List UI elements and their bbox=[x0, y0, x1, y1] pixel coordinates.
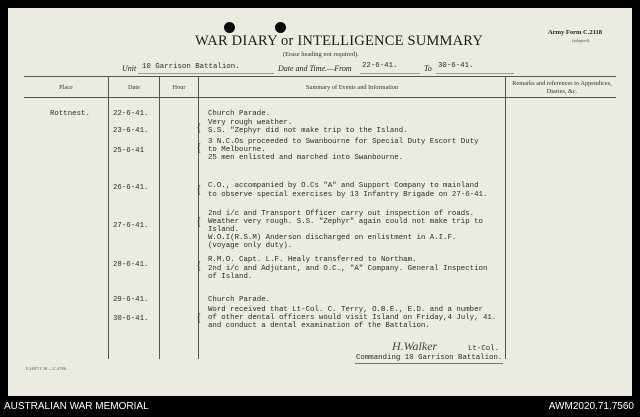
col-divider-place bbox=[108, 76, 109, 359]
signature-line bbox=[355, 363, 503, 364]
date-from: 22-6-41. bbox=[362, 62, 398, 70]
header-summary: Summary of Events and Information bbox=[305, 84, 399, 91]
entry-date: 28-6-41. bbox=[113, 261, 149, 269]
brace-mark: { bbox=[196, 214, 202, 228]
brace-mark: { bbox=[196, 310, 202, 324]
entry-date: 30-6-41. bbox=[113, 315, 149, 323]
unit-label: Unit bbox=[122, 64, 137, 73]
date-from-underline bbox=[360, 73, 420, 74]
entry-line: Church Parade. bbox=[208, 296, 271, 304]
page-title: WAR DIARY or INTELLIGENCE SUMMARY bbox=[195, 33, 483, 49]
col-divider-date bbox=[159, 76, 160, 359]
header-place: Place bbox=[59, 84, 73, 91]
brace-mark: { bbox=[196, 258, 202, 272]
entry-line: 25 men enlisted and marched into Swanbourne. bbox=[208, 154, 404, 162]
page-subtitle: (Erase heading not required). bbox=[283, 51, 359, 58]
punch-hole-left bbox=[224, 22, 235, 33]
entry-line: Word received that Lt-Col. C. Terry, O.B.E., E.D. and a number bbox=[208, 306, 483, 314]
table-header-rule bbox=[24, 97, 616, 98]
to-label: To bbox=[424, 64, 432, 73]
entry-date: 22-6-41. bbox=[113, 110, 149, 118]
header-hour: Hour bbox=[172, 84, 186, 91]
entry-line: Island. bbox=[208, 226, 240, 234]
entry-line: S.S. "Zephyr did not make trip to the Island. bbox=[208, 127, 408, 135]
entry-line: of other dental officers would visit Island on Friday,4 July, 41. bbox=[208, 314, 497, 322]
entry-date: 25-6-41 bbox=[113, 147, 145, 155]
date-to-underline bbox=[436, 73, 514, 74]
entry-date: 23-6-41. bbox=[113, 127, 149, 135]
entry-date: 27-6-41. bbox=[113, 222, 149, 230]
form-number: Army Form C.2118 bbox=[548, 29, 602, 36]
date-label: Date and Time.—From bbox=[278, 64, 352, 73]
form-note: (adopted). bbox=[572, 38, 591, 43]
entry-line: C.O., accompanied by O.Cs "A" and Support Company to mainland bbox=[208, 182, 479, 190]
signature-title: Commanding 10 Garrison Battalion. bbox=[356, 354, 503, 362]
entry-line: 2nd i/c and Adjutant, and O.C., "A" Company. General Inspection bbox=[208, 265, 488, 273]
entry-line: R.M.O. Capt. L.F. Healy transferred to Northam. bbox=[208, 256, 417, 264]
signature: H.Walker bbox=[392, 339, 438, 353]
brace-mark: { bbox=[196, 140, 202, 154]
brace-mark: { bbox=[196, 120, 202, 134]
footer-credit: AUSTRALIAN WAR MEMORIAL bbox=[4, 401, 149, 412]
entry-line: of Island. bbox=[208, 273, 253, 281]
entry-line: Weather very rough. S.S. "Zephyr" again could not make trip to bbox=[208, 218, 483, 226]
entry-line: 3 N.C.Os proceeded to Swanbourne for Special Duty Escort Duty bbox=[208, 138, 479, 146]
header-date: Date bbox=[128, 84, 140, 91]
col-divider-summary bbox=[505, 76, 506, 359]
entry-line: to observe special exercises by 13 Infantry Brigade on 27-6-41. bbox=[208, 191, 488, 199]
date-to: 30-6-41. bbox=[438, 62, 474, 70]
unit-value: 10 Garrison Battalion. bbox=[142, 63, 240, 71]
print-code: P.3497/1.38.—C.4786. bbox=[26, 366, 68, 371]
brace-mark: { bbox=[196, 182, 202, 196]
unit-underline bbox=[138, 73, 274, 74]
entry-line: Very rough weather. bbox=[208, 119, 293, 127]
entry-line: and conduct a dental examination of the Battalion. bbox=[208, 322, 430, 330]
entry-line: to Melbourne. bbox=[208, 146, 266, 154]
table-top-rule bbox=[24, 76, 616, 77]
entry-date: 29-6-41. bbox=[113, 296, 149, 304]
entry-date: 26-6-41. bbox=[113, 184, 149, 192]
footer-accession: AWM2020.71.7560 bbox=[548, 401, 634, 412]
entry-line: 2nd i/c and Transport Officer carry out inspection of roads. bbox=[208, 210, 475, 218]
punch-hole-right bbox=[275, 22, 286, 33]
place-cell: Rottnest. bbox=[50, 110, 90, 118]
entry-line: Church Parade. bbox=[208, 110, 271, 118]
signature-rank: Lt-Col. bbox=[468, 345, 500, 353]
entry-line: (voyage only duty). bbox=[208, 242, 293, 250]
entry-line: W.O.I(R.S.M) Anderson discharged on enlistment in A.I.F. bbox=[208, 234, 457, 242]
header-remarks: Remarks and references to Appendices, Diaries, &c. bbox=[512, 80, 612, 95]
